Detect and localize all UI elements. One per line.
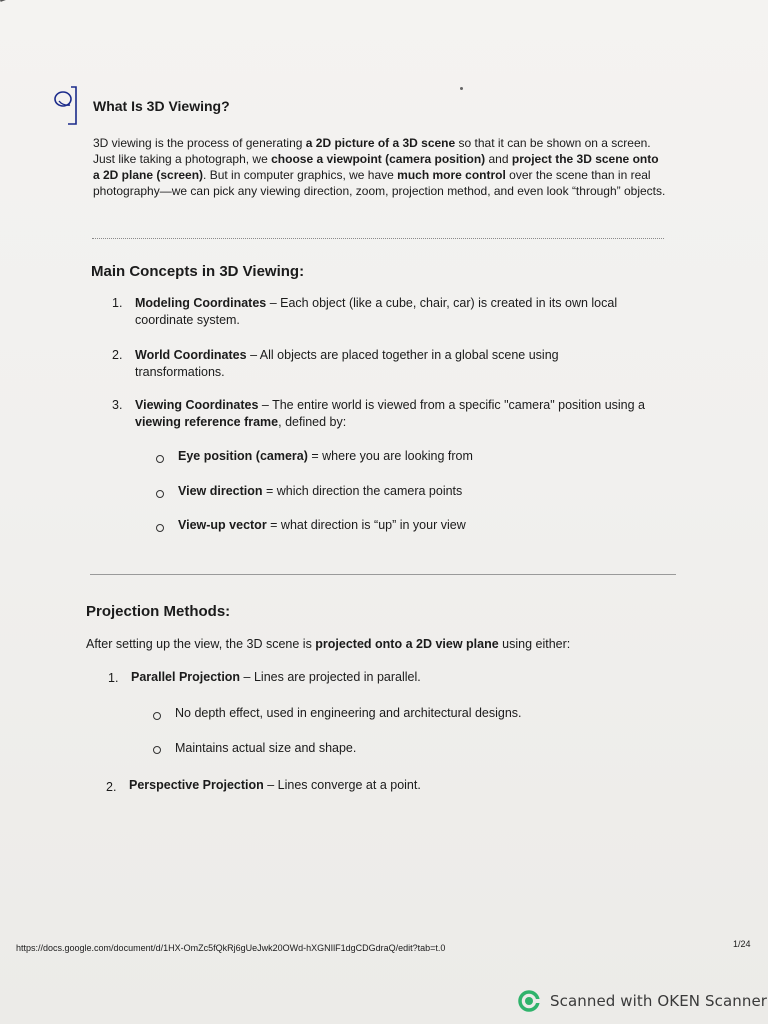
bullet-term: View direction xyxy=(178,484,263,498)
intro-text: After setting up the view, the 3D scene is xyxy=(86,637,316,651)
corner-mark xyxy=(0,0,17,9)
list-item-description: – All objects are placed together in a global scene using transformations. xyxy=(135,348,559,379)
footer-url: https://docs.google.com/document/d/1HX-OmZc5fQkRj6gUeJwk20OWd-hXGNIlF1dgCDGdraQ/edit?tab=t.0 xyxy=(16,943,446,953)
intro-text: using either: xyxy=(498,637,571,651)
list-number: 1. xyxy=(108,671,119,685)
list-item-term: Modeling Coordinates xyxy=(135,296,267,310)
bullet-maintains-size: Maintains actual size and shape. xyxy=(175,741,357,755)
paragraph-segment: . But in computer graphics, we have xyxy=(203,168,398,182)
list-item-term: World Coordinates xyxy=(135,348,247,362)
list-item-description: – Lines converge at a point. xyxy=(263,778,421,792)
list-item-modeling-coordinates xyxy=(135,295,675,329)
list-item-term: Parallel Projection xyxy=(131,670,241,684)
oken-scanner-logo-icon xyxy=(518,990,540,1012)
bullet-circle xyxy=(153,712,161,720)
list-item-description: – The entire world is viewed from a specific "camera" position using a xyxy=(258,398,646,412)
bullet-description: = where you are looking from xyxy=(307,449,473,463)
list-number: 3. xyxy=(112,398,123,412)
divider-2 xyxy=(90,574,676,575)
bullet-term: View-up vector xyxy=(178,518,267,532)
list-number: 1. xyxy=(112,296,123,310)
bullet-circle xyxy=(156,524,164,532)
list-item-parallel-projection xyxy=(131,669,421,686)
list-item-description: – Each object (like a cube, chair, car) is created in its own local coordinate system. xyxy=(135,296,618,327)
list-item-perspective-projection xyxy=(129,777,421,794)
bullet-circle xyxy=(153,746,161,754)
paragraph-bold-segment: choose a viewpoint (camera position) xyxy=(271,152,486,166)
list-item-description: , defined by: xyxy=(278,415,347,429)
list-item-viewing-coordinates xyxy=(135,397,655,431)
speck xyxy=(460,87,463,90)
bullet-circle xyxy=(156,490,164,498)
paragraph-segment: so that it can be shown on a screen. Just like taking a photograph, we xyxy=(93,136,651,166)
bullet-view-direction xyxy=(178,483,462,500)
section-title-what-is-3d-viewing: What Is 3D Viewing? xyxy=(93,98,230,114)
scanner-watermark xyxy=(518,990,767,1012)
bullet-description: = what direction is “up” in your view xyxy=(266,518,466,532)
projection-intro xyxy=(86,636,686,653)
list-item-description: – Lines are projected in parallel. xyxy=(240,670,421,684)
list-item-term: Perspective Projection xyxy=(129,778,264,792)
bullet-description: = which direction the camera points xyxy=(262,484,463,498)
handwritten-q-mark xyxy=(52,84,84,126)
paragraph-segment: and xyxy=(485,152,512,166)
bullet-no-depth-effect: No depth effect, used in engineering and architectural designs. xyxy=(175,706,522,720)
list-number: 2. xyxy=(106,780,117,794)
section-title-projection-methods: Projection Methods: xyxy=(86,603,231,620)
list-item-term: Viewing Coordinates xyxy=(135,398,259,412)
intro-paragraph xyxy=(93,135,668,199)
divider-1 xyxy=(92,238,664,239)
list-item-world-coordinates xyxy=(135,347,615,381)
paragraph-segment: over the scene than in real photography—we can pick any viewing direction, zoom, projection method, and even look “through” objects. xyxy=(93,168,666,198)
scanner-label: Scanned with OKEN Scanner xyxy=(550,992,768,1010)
bullet-term: Eye position (camera) xyxy=(178,449,308,463)
bullet-circle xyxy=(156,455,164,463)
intro-term: projected onto a 2D view plane xyxy=(315,637,499,651)
bullet-eye-position xyxy=(178,448,473,465)
paragraph-bold-segment: project the 3D scene onto a 2D plane (screen) xyxy=(93,152,659,182)
paragraph-bold-segment: much more control xyxy=(397,168,506,182)
paragraph-bold-segment: a 2D picture of a 3D scene xyxy=(305,136,456,150)
bullet-view-up-vector xyxy=(178,517,466,534)
paragraph-segment: 3D viewing is the process of generating xyxy=(93,136,306,150)
list-item-term: viewing reference frame xyxy=(135,415,279,429)
list-number: 2. xyxy=(112,348,123,362)
footer-page-number: 1/24 xyxy=(733,939,751,949)
section-title-main-concepts: Main Concepts in 3D Viewing: xyxy=(91,263,305,280)
